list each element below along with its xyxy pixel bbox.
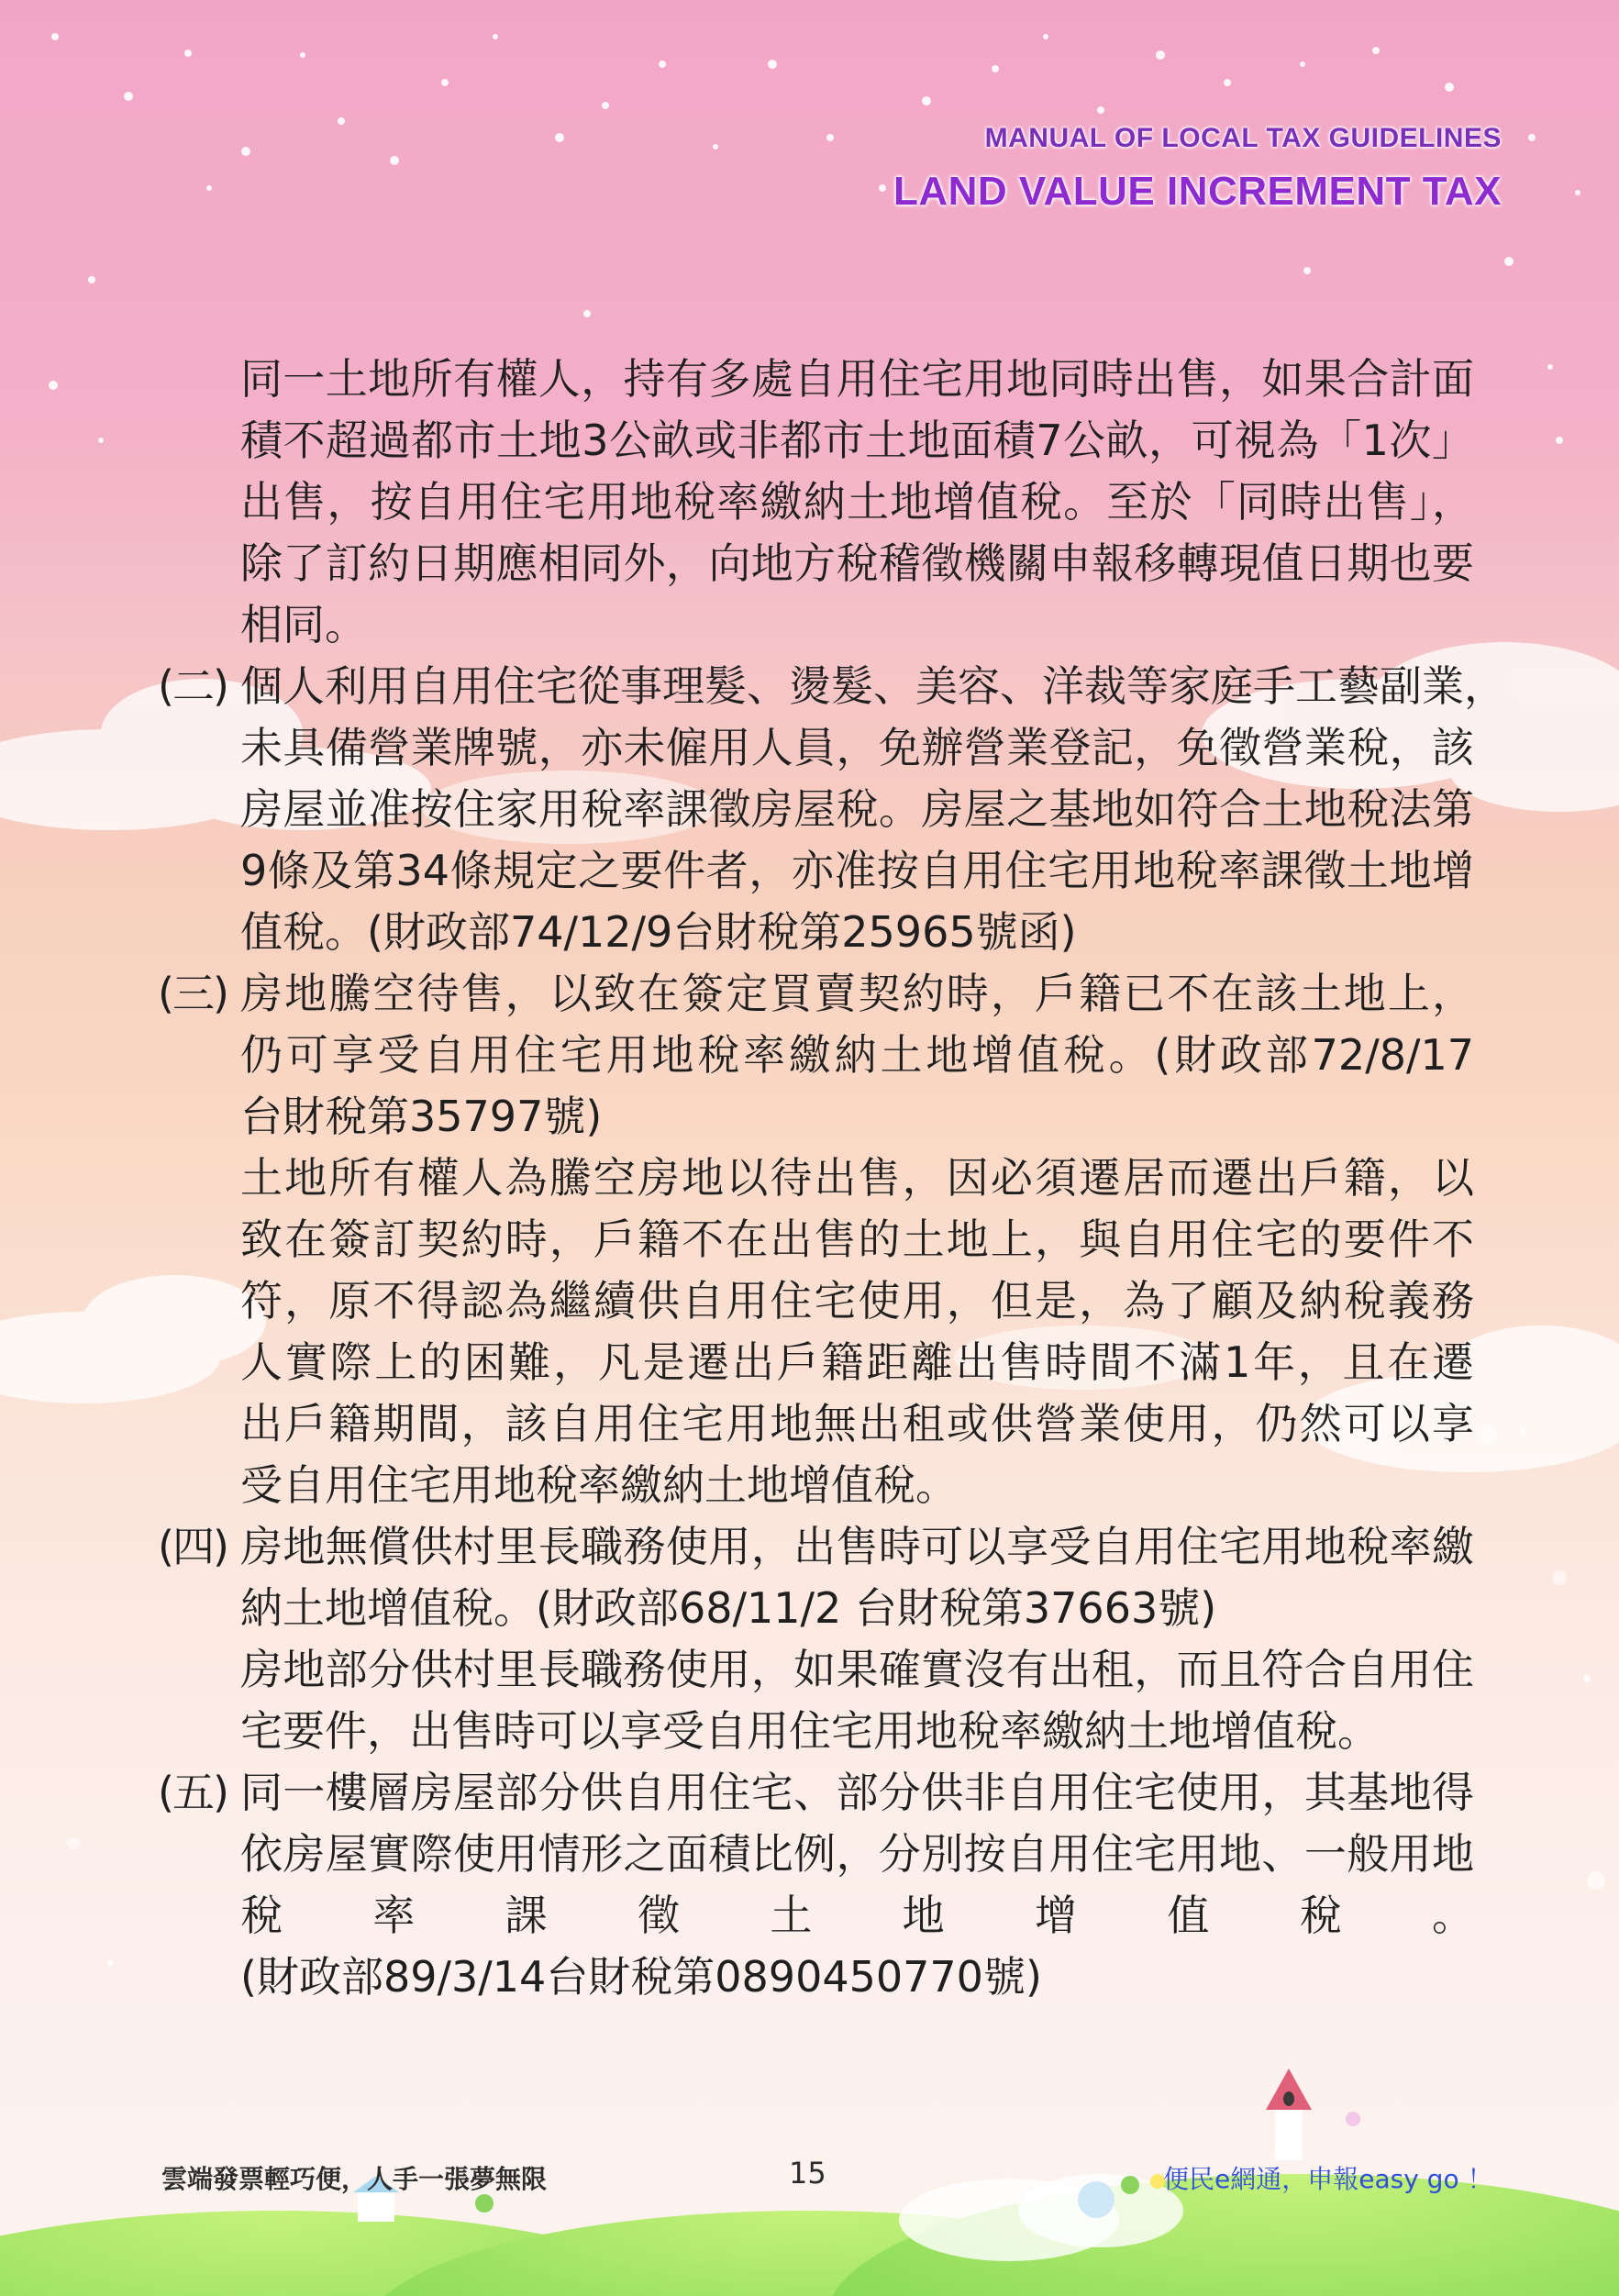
paragraph xyxy=(0,1639,1474,1762)
footer-right-slogan: 便民e網通，申報easy go ！ xyxy=(1163,2164,1493,2194)
text-line: 出售，按自用住宅用地稅率繳納土地增值稅。至於「同時出售」， xyxy=(240,477,1474,527)
footer-left-slogan: 雲端發票輕巧便，人手一張夢無限 xyxy=(161,2164,548,2194)
item-marker: (二) xyxy=(158,661,227,711)
text-line: 納土地增值稅。(財政部68/11/2 台財稅第37663號) xyxy=(240,1583,1217,1633)
text-line: 人實際上的困難，凡是遷出戶籍距離出售時間不滿1年，且在遷 xyxy=(240,1337,1474,1387)
chapter-title: LAND VALUE INCREMENT TAX xyxy=(893,169,1502,214)
text-line: 仍可享受自用住宅用地稅率繳納土地增值稅。(財政部72/8/17 xyxy=(240,1030,1474,1080)
house-icon xyxy=(1266,2069,1312,2160)
text-line: 除了訂約日期應相同外，向地方稅稽徵機關申報移轉現值日期也要 xyxy=(240,538,1474,588)
text-line: (財政部89/3/14台財稅第0890450770號) xyxy=(240,1952,1042,2002)
item-marker: (四) xyxy=(158,1522,227,1571)
text-line: 房地騰空待售，以致在簽定買賣契約時，戶籍已不在該土地上， xyxy=(240,969,1474,1018)
paragraph xyxy=(0,1516,1474,1639)
text-line: 宅要件，出售時可以享受自用住宅用地稅率繳納土地增值稅。 xyxy=(240,1706,1380,1756)
text-line: 土地所有權人為騰空房地以待出售，因必須遷居而遷出戶籍，以 xyxy=(240,1153,1474,1203)
text-line: 稅率課徵土地增值稅。 xyxy=(240,1891,1474,1940)
page-header xyxy=(893,123,1502,215)
page-number: 15 xyxy=(789,2156,826,2191)
paragraph xyxy=(0,1762,1474,2008)
text-line: 相同。 xyxy=(240,600,367,649)
text-line: 受自用住宅用地稅率繳納土地增值稅。 xyxy=(240,1460,958,1510)
text-line: 積不超過都市土地3公畝或非都市土地面積7公畝，可視為「1次」 xyxy=(240,416,1474,465)
text-line: 台財稅第35797號) xyxy=(240,1092,603,1141)
text-line: 房地部分供村里長職務使用，如果確實沒有出租，而且符合自用住 xyxy=(240,1645,1474,1694)
text-line: 同一土地所有權人，持有多處自用住宅用地同時出售，如果合計面 xyxy=(240,354,1474,404)
text-line: 個人利用自用住宅從事理髮、燙髮、美容、洋裁等家庭手工藝副業， xyxy=(240,661,1506,711)
paragraph xyxy=(0,656,1506,963)
text-line: 未具備營業牌號，亦未僱用人員，免辦營業登記，免徵營業稅，該 xyxy=(240,723,1474,772)
item-marker: (三) xyxy=(158,969,227,1018)
paragraph xyxy=(0,349,1474,656)
text-line: 出戶籍期間，該自用住宅用地無出租或供營業使用，仍然可以享 xyxy=(240,1399,1474,1448)
manual-subtitle: MANUAL OF LOCAL TAX GUIDELINES xyxy=(984,123,1502,153)
text-line: 房地無償供村里長職務使用，出售時可以享受自用住宅用地稅率繳 xyxy=(240,1522,1474,1571)
text-line: 符，原不得認為繼續供自用住宅使用，但是，為了顧及納稅義務 xyxy=(240,1276,1474,1325)
text-line: 同一樓層房屋部分供自用住宅、部分供非自用住宅使用，其基地得 xyxy=(240,1768,1474,1817)
paragraph xyxy=(0,963,1474,1148)
text-line: 房屋並准按住家用稅率課徵房屋稅。房屋之基地如符合土地稅法第 xyxy=(240,784,1474,834)
text-line: 依房屋實際使用情形之面積比例，分別按自用住宅用地、一般用地 xyxy=(240,1829,1474,1879)
text-line: 致在簽訂契約時，戶籍不在出售的土地上，與自用住宅的要件不 xyxy=(240,1215,1474,1264)
text-line: 值稅。(財政部74/12/9台財稅第25965號函) xyxy=(240,907,1077,957)
paragraph xyxy=(0,1148,1474,1516)
text-line: 9條及第34條規定之要件者，亦准按自用住宅用地稅率課徵土地增 xyxy=(240,846,1474,895)
item-marker: (五) xyxy=(158,1768,227,1817)
document-body xyxy=(0,349,1619,2008)
